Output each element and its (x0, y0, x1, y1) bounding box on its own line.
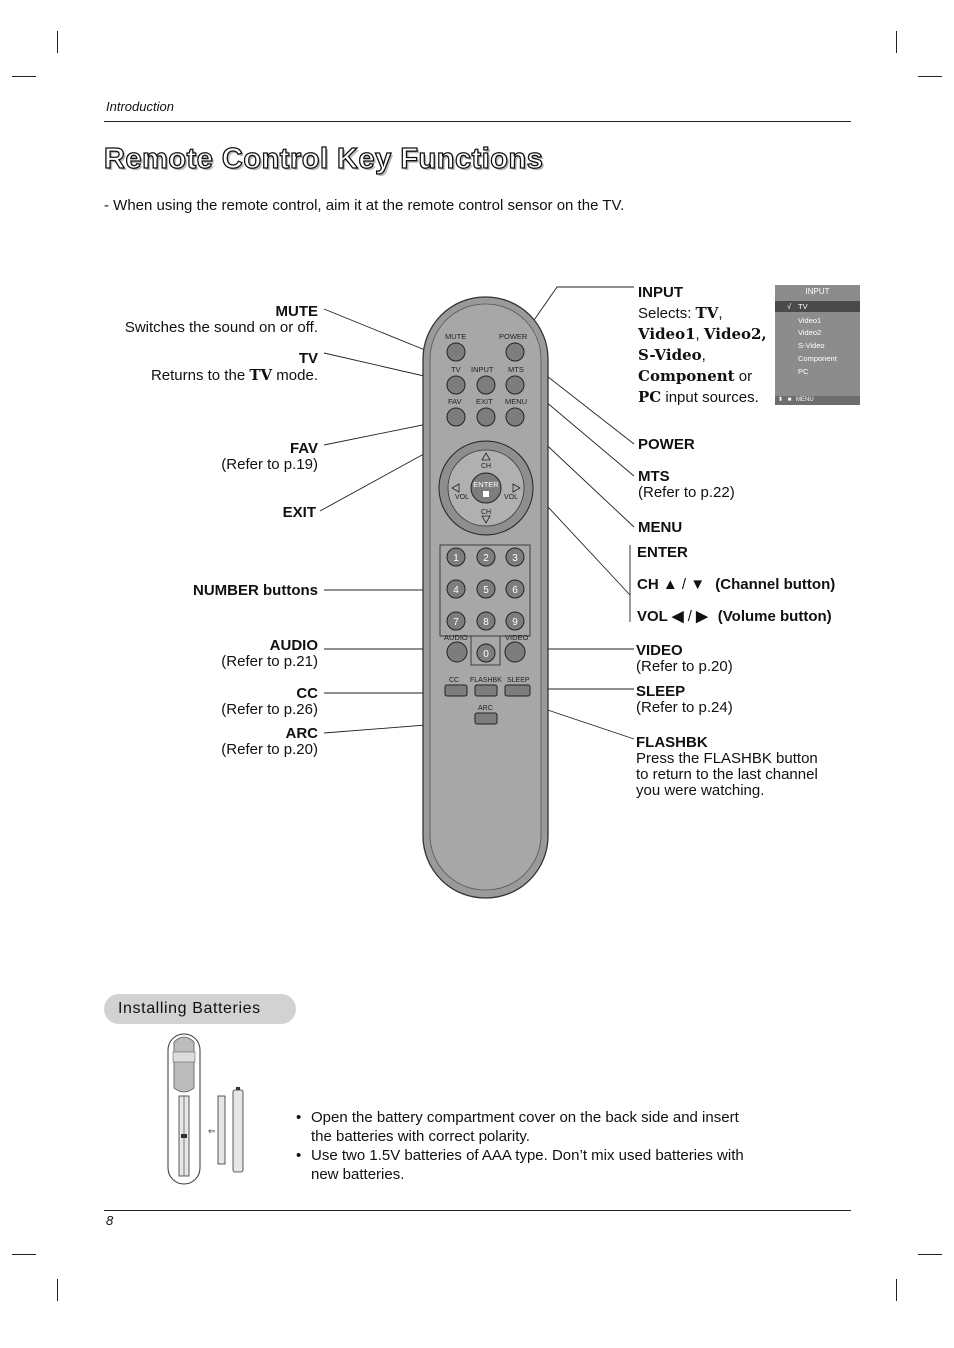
label-flashbk-desc: to return to the last channel (636, 766, 818, 783)
osd-title: INPUT (805, 287, 830, 296)
label-tv-desc-bold: TV (249, 366, 273, 384)
ch-up-icon: ▲ (662, 576, 678, 593)
label-mute (125, 304, 318, 336)
label-audio (221, 638, 318, 670)
number-label-5: 5 (483, 585, 489, 596)
label-input: INPUT Selects: TV, Video1, Video2, S-Video, Component or PC input sources. (638, 284, 767, 406)
audio-button[interactable] (447, 642, 467, 662)
exit-button[interactable] (477, 408, 495, 426)
battery-instruction-text: Use two 1.5V batteries of AAA type. Don’t mix used batteries with (311, 1147, 744, 1164)
battery-instruction (296, 1108, 796, 1146)
mute-button[interactable] (447, 343, 465, 361)
mts-button[interactable] (506, 376, 524, 394)
label-video-name: VIDEO (636, 642, 683, 659)
flashbk-button[interactable] (475, 685, 497, 696)
page-number: 8 (106, 1213, 114, 1228)
label-tv-desc: Returns to the (150, 367, 250, 384)
bullet-icon: • (296, 1147, 302, 1164)
label-enter-name: ENTER (637, 544, 688, 561)
number-label-8: 8 (483, 617, 489, 628)
label-flashbk-desc: Press the FLASHBK button (636, 750, 818, 767)
osd-item[interactable]: S-Video (798, 341, 825, 350)
remote-label-vol-left: VOL (454, 494, 470, 501)
input-option-component: Component (638, 367, 735, 385)
batteries-heading: Installing Batteries (104, 994, 296, 1024)
label-tv-desc-end: mode. (272, 367, 318, 384)
fav-button[interactable] (447, 408, 465, 426)
label-ch-slash: / (677, 576, 691, 593)
remote-label-flashbk: FLASHBK (470, 677, 502, 684)
label-audio-desc: (Refer to p.21) (221, 653, 318, 670)
osd-item[interactable]: Component (798, 354, 837, 363)
label-ch (637, 577, 835, 593)
battery-instruction (296, 1146, 796, 1184)
remote-label-audio: AUDIO (444, 633, 468, 642)
remote-label-tv: TV (451, 365, 461, 374)
label-input-name: INPUT (638, 284, 683, 301)
label-number-name: NUMBER buttons (193, 582, 318, 599)
remote-label-fav: FAV (448, 397, 462, 406)
label-sleep-desc: (Refer to p.24) (636, 699, 733, 716)
osd-item[interactable]: TV (798, 302, 808, 311)
label-mute-name: MUTE (275, 303, 318, 320)
bullet-icon: • (296, 1109, 302, 1126)
label-tv (151, 351, 318, 384)
battery-instruction-text: new batteries. (311, 1166, 405, 1183)
input-option-video2: Video2, (703, 325, 767, 343)
number-label-7: 7 (453, 617, 459, 628)
number-label-3: 3 (512, 553, 518, 564)
input-osd-menu (775, 285, 860, 405)
remote-label-ch-down: CH (480, 509, 492, 516)
osd-item[interactable]: Video2 (798, 328, 822, 337)
remote-label-enter: ENTER (473, 480, 499, 489)
label-fav (221, 441, 318, 473)
label-power-name: POWER (638, 436, 695, 453)
osd-stop-icon: ■ (787, 397, 792, 403)
label-fav-desc: (Refer to p.19) (221, 456, 318, 473)
input-option-video1: Video1 (638, 325, 696, 343)
remote-label-mute: MUTE (445, 332, 467, 341)
osd-item[interactable]: PC (798, 367, 809, 376)
label-arc-desc: (Refer to p.20) (221, 741, 318, 758)
number-label-1: 1 (453, 553, 459, 564)
label-exit (283, 505, 316, 521)
page-title: Remote Control Key Functions (104, 143, 544, 175)
remote-label-ch-up: CH (480, 463, 492, 470)
insert-arrow-icon: ⇐ (208, 1126, 216, 1136)
osd-item[interactable]: Video1 (798, 316, 822, 325)
label-cc (221, 686, 318, 718)
input-option-tv: TV (695, 304, 719, 322)
input-option-pc: PC (638, 388, 662, 406)
battery-instruction-text: the batteries with correct polarity. (311, 1128, 530, 1145)
video-button[interactable] (505, 642, 525, 662)
enter-square-icon (483, 491, 489, 497)
label-flashbk (636, 735, 818, 799)
label-input-selects: Selects: (638, 305, 696, 322)
compartment-latch (181, 1134, 187, 1138)
label-vol-name: VOL (637, 608, 668, 625)
label-number (193, 583, 318, 599)
sleep-button[interactable] (505, 685, 530, 696)
footer-rule (104, 1210, 851, 1211)
label-exit-name: EXIT (282, 504, 316, 521)
input-button[interactable] (477, 376, 495, 394)
menu-button[interactable] (506, 408, 524, 426)
osd-check-icon: √ (787, 302, 792, 311)
ch-down-icon: ▼ (690, 576, 706, 593)
label-video-desc: (Refer to p.20) (636, 658, 733, 675)
label-menu-name: MENU (638, 519, 683, 536)
vol-left-icon: ◀ (672, 608, 684, 625)
number-label-9: 9 (512, 617, 518, 628)
number-pad (447, 548, 524, 630)
remote-label-mts: MTS (508, 365, 524, 374)
label-mute-desc: Switches the sound on or off. (124, 319, 318, 336)
intro-text: - When using the remote control, aim it at the remote control sensor on the TV. (104, 197, 625, 214)
battery-terminal (236, 1087, 240, 1090)
label-arc-name: ARC (285, 725, 318, 742)
label-vol-slash: / (683, 608, 697, 625)
label-power (638, 437, 695, 453)
label-cc-desc: (Refer to p.26) (221, 701, 318, 718)
number-label-4: 4 (453, 585, 459, 596)
label-arc (221, 726, 318, 758)
remote-label-video: VIDEO (505, 633, 529, 642)
remote-label-menu: MENU (505, 397, 528, 406)
label-input-sources: input sources. (661, 389, 759, 406)
label-audio-name: AUDIO (269, 637, 318, 654)
remote-label-power: POWER (499, 332, 528, 341)
osd-footer-menu: MENU (796, 397, 814, 403)
remote-back-top (174, 1037, 194, 1092)
osd-arrows-icon: ⬍ (778, 397, 784, 403)
label-flashbk-desc: you were watching. (636, 782, 765, 799)
remote-label-cc: CC (449, 677, 460, 684)
battery-aaa (233, 1090, 243, 1172)
cc-button[interactable] (445, 685, 467, 696)
input-option-svideo: S-Video (638, 346, 702, 364)
label-tv-name: TV (298, 350, 318, 367)
label-ch-desc: (Channel button) (715, 576, 836, 593)
battery-instruction-text: Open the battery compartment cover on the back side and insert (311, 1109, 739, 1126)
number-label-0: 0 (483, 649, 489, 660)
remote-label-exit: EXIT (476, 397, 493, 406)
label-mts-name: MTS (638, 468, 670, 485)
arc-button[interactable] (475, 713, 497, 724)
osd-footer (775, 396, 860, 405)
section-header: Introduction (106, 99, 174, 114)
label-mts-desc: (Refer to p.22) (638, 484, 735, 501)
label-sleep-name: SLEEP (636, 683, 686, 700)
label-cc-name: CC (296, 685, 318, 702)
remote-label-sleep: SLEEP (507, 677, 530, 684)
label-enter (637, 545, 688, 561)
label-video (636, 643, 733, 675)
number-label-6: 6 (512, 585, 518, 596)
remote-back-window (173, 1052, 195, 1062)
label-menu (638, 520, 682, 536)
label-flashbk-name: FLASHBK (636, 734, 708, 751)
battery-small (218, 1096, 225, 1164)
label-fav-name: FAV (289, 440, 318, 457)
label-mts (638, 469, 735, 501)
label-sleep (636, 684, 733, 716)
label-vol (637, 609, 832, 625)
tv-button[interactable] (447, 376, 465, 394)
number-label-2: 2 (483, 553, 489, 564)
vol-right-icon: ▶ (696, 608, 708, 625)
label-input-or: or (734, 368, 753, 385)
remote-label-input: INPUT (471, 365, 494, 374)
label-vol-desc: (Volume button) (717, 608, 832, 625)
battery-illustration (160, 1030, 250, 1190)
remote-label-arc: ARC (478, 705, 493, 712)
remote-label-vol-right: VOL (503, 494, 519, 501)
label-ch-name: CH (637, 576, 659, 593)
power-button[interactable] (506, 343, 524, 361)
